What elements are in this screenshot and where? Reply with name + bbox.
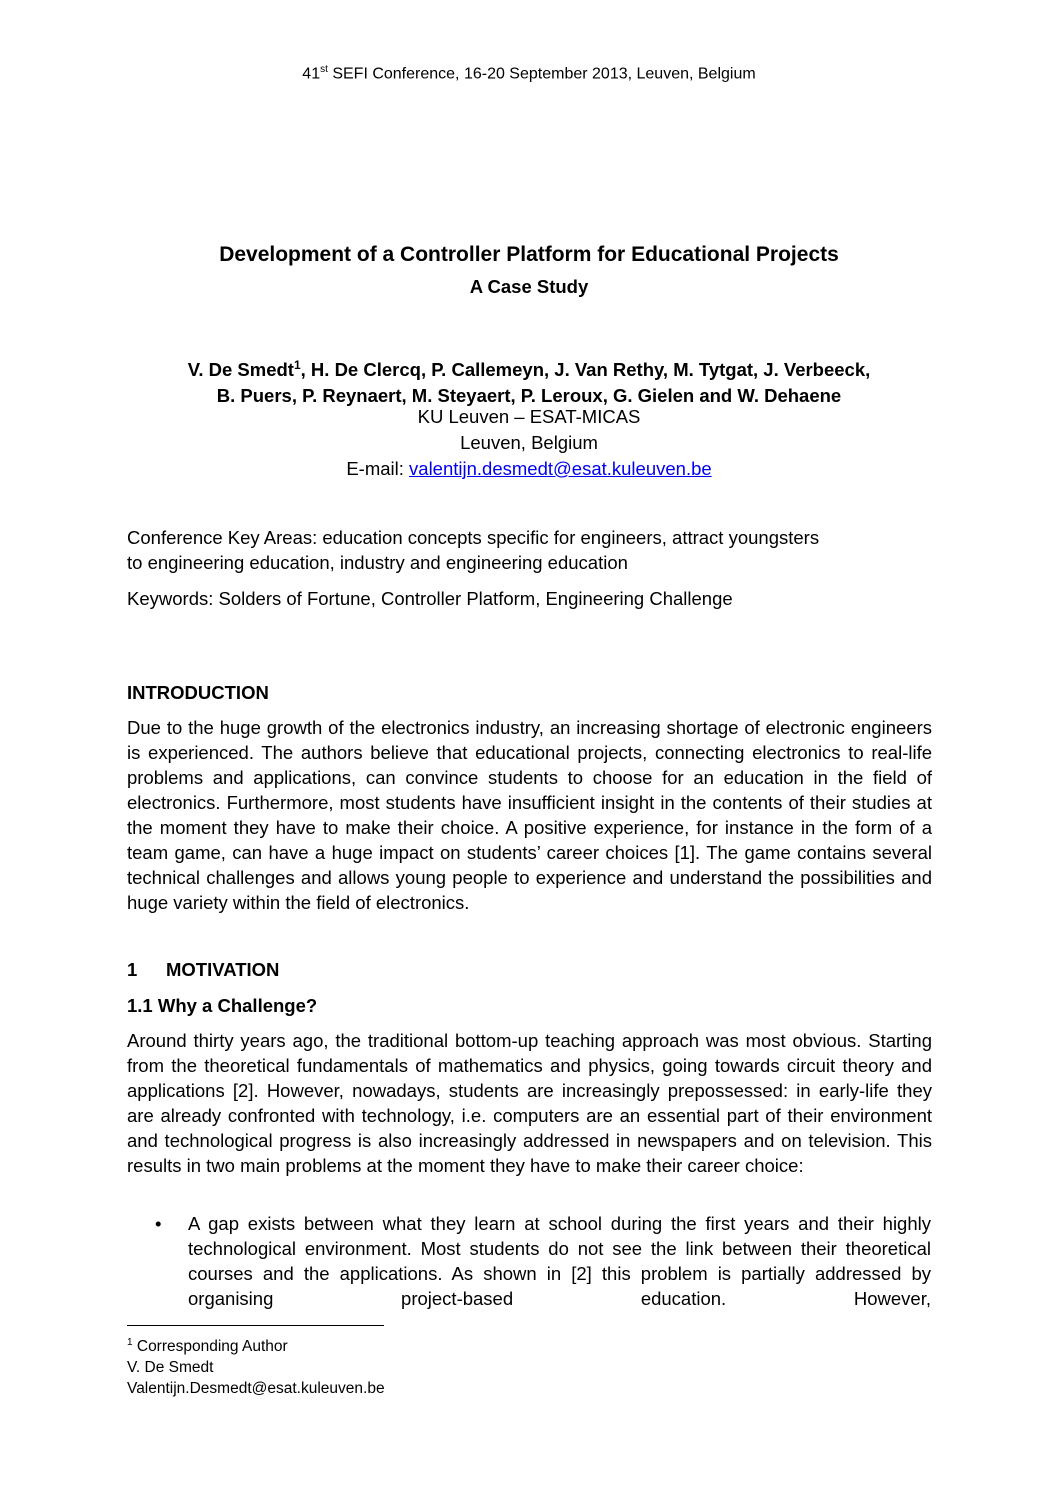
first-author: V. De Smedt [187,359,294,381]
footnote [127,1332,385,1399]
subsection-number: 1.1 [127,995,153,1016]
author-line-1 [0,352,1058,383]
footnote-divider [127,1325,384,1326]
key-areas-line-2: to engineering education, industry and engineering education [127,552,628,573]
conference-info: SEFI Conference, 16-20 September 2013, Leuven, Belgium [327,65,756,83]
email-label: E-mail: [346,458,410,479]
author-list [0,352,1058,409]
footnote-mark: 1 [293,358,301,372]
section-title: MOTIVATION [166,959,280,980]
city: Leuven, Belgium [460,432,598,453]
key-areas-line-1: Conference Key Areas: education concepts specific for engineers, attract youngsters [127,527,820,548]
author-line-2: B. Puers, P. Reynaert, M. Steyaert, P. Leroux, G. Gielen and W. Dehaene [216,385,842,407]
conference-ordinal: 41 [302,65,321,83]
bullet-icon: • [155,1213,162,1234]
co-authors-1: , H. De Clercq, P. Callemeyn, J. Van Rethy, M. Tytgat, J. Verbeeck, [300,359,871,381]
paper-title: Development of a Controller Platform for Educational Projects [219,243,839,266]
footnote-author: V. De Smedt [127,1359,214,1377]
footnote-line-1 [127,1332,385,1357]
introduction-heading: INTRODUCTION [127,682,269,703]
section-1-1-paragraph: Around thirty years ago, the traditional bottom-up teaching approach was most obvious. Starting from the theoretical fundamentals of mathematics and physics, going towards circuit theory and applications [2]. However, nowadays, students are increasingly prepossessed: in early-life they are already confronted with technology, i.e. computers are an essential part of their environment and technological progress is also increasingly addressed in newspapers and on television. This results in two main problems at the moment they have to make their career choice: [127,1030,932,1176]
introduction-paragraph: Due to the huge growth of the electronics industry, an increasing shortage of electronic engineers is experienced. The authors believe that educational projects, connecting electronics to real-life problems and applications, can convince students to choose for an education in the field of electronics. Furthermore, most students have insufficient insight in the contents of their studies at the moment they have to make their choice. A positive experience, for instance in the form of a team game, can have a huge impact on students’ career choices [1]. The game contains several technical challenges and allows young people to experience and understand the possibilities and huge variety within the field of electronics. [127,717,932,913]
footnote-label: Corresponding Author [132,1338,288,1356]
email-link[interactable]: valentijn.desmedt@esat.kuleuven.be [409,458,712,479]
conference-ordinal-suffix: st [320,64,328,75]
section-1-1-heading [127,993,932,1018]
affiliation [0,404,1058,482]
keywords: Keywords: Solders of Fortune, Controller Platform, Engineering Challenge [127,588,733,609]
running-header [0,64,1058,83]
email-line [0,456,1058,482]
section-1-heading [127,957,932,982]
bullet-text: A gap exists between what they learn at school during the first years and their highly technological environment. Most students do not see the link between their theoretical courses and the applications. As shown in [2] this problem is partially addressed by organising project-based education. However, [188,1213,931,1309]
paper-subtitle: A Case Study [469,276,589,297]
institute: KU Leuven – ESAT-MICAS [417,406,641,427]
footnote-email: Valentijn.Desmedt@esat.kuleuven.be [127,1380,385,1398]
key-areas [127,525,932,575]
footnote-number: 1 [127,1337,133,1348]
section-number: 1 [127,959,138,980]
subsection-title: Why a Challenge? [157,995,318,1016]
